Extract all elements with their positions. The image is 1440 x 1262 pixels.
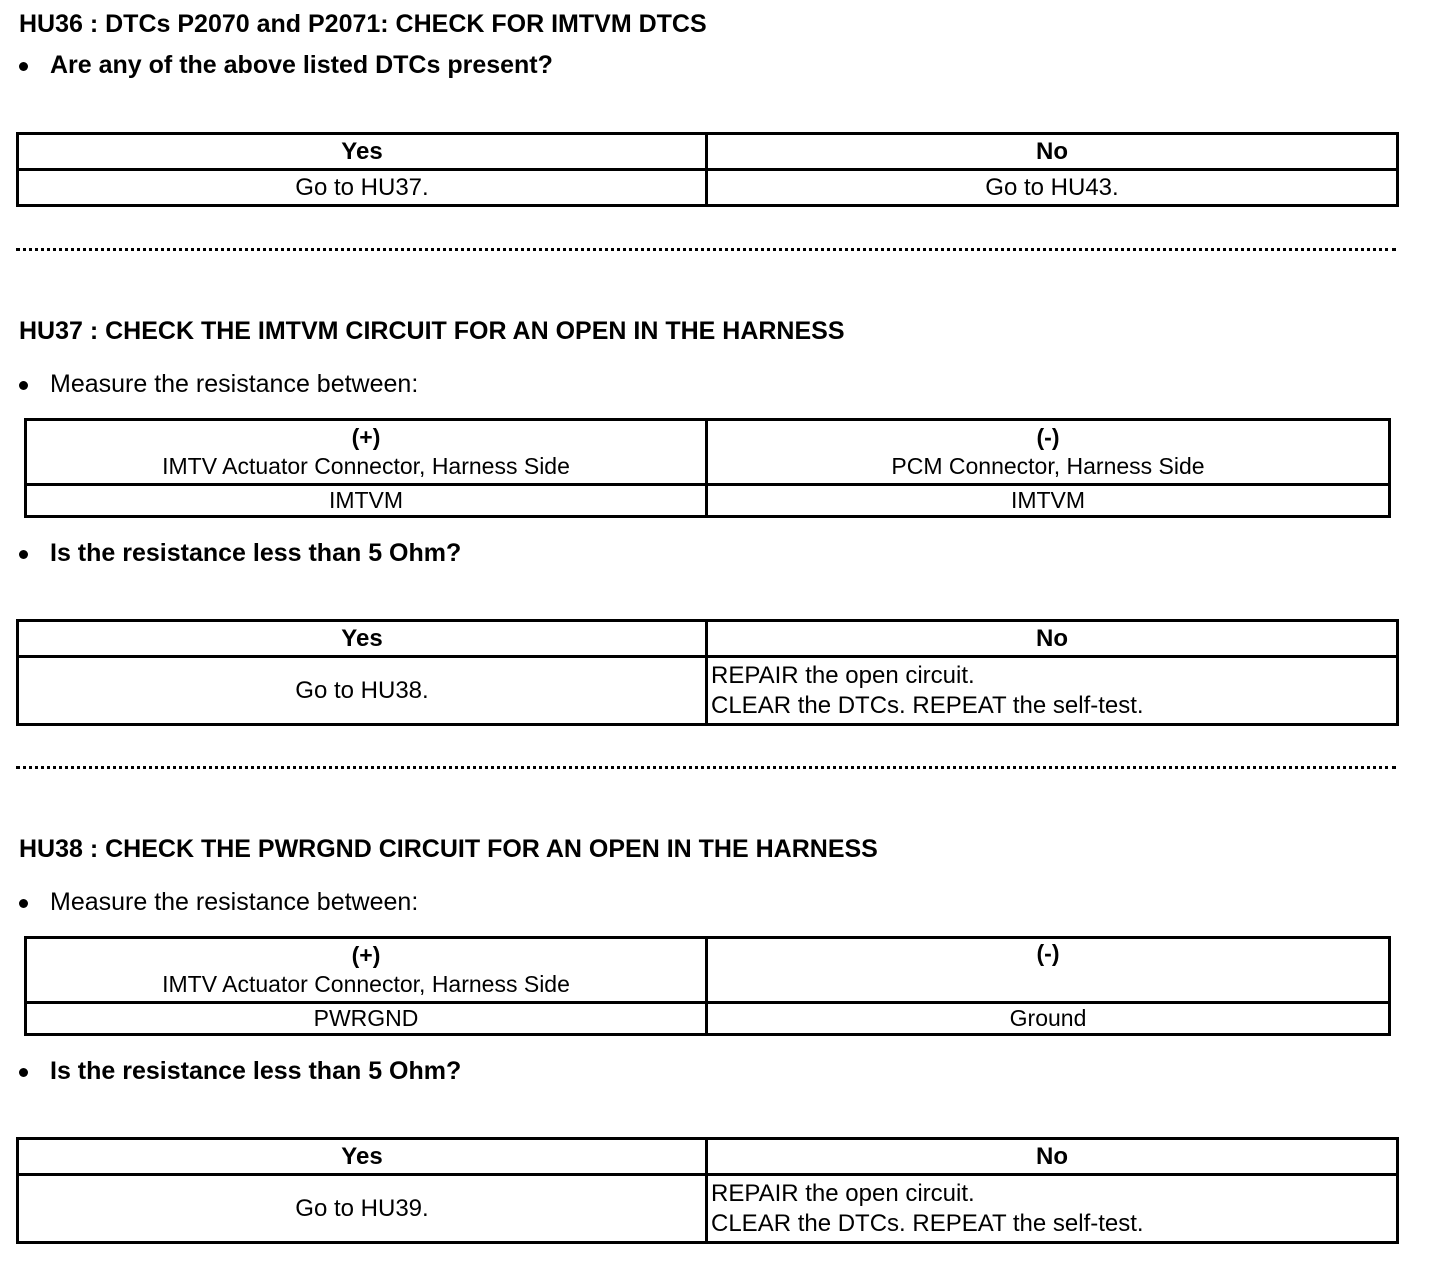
yes-header: Yes (18, 621, 707, 657)
question-hu38: Is the resistance less than 5 Ohm? (50, 1057, 462, 1085)
yes-action: Go to HU38. (18, 657, 707, 725)
measure-table-hu37 (24, 418, 1391, 518)
bullet-icon (19, 899, 28, 908)
yes-action: Go to HU39. (18, 1175, 707, 1243)
bullet-icon (19, 550, 28, 559)
plus-location: IMTV Actuator Connector, Harness Side (162, 453, 570, 479)
yes-action: Go to HU37. (18, 170, 707, 206)
instruction-hu38: Measure the resistance between: (50, 888, 419, 916)
bullet-icon (19, 1068, 28, 1077)
no-action-line-1: REPAIR the open circuit. (711, 661, 975, 689)
no-header: No (707, 1139, 1398, 1175)
minus-label: (-) (1036, 424, 1060, 450)
plus-label: (+) (351, 942, 381, 968)
step-heading-hu37: HU37 : CHECK THE IMTVM CIRCUIT FOR AN OPEN IN THE HARNESS (19, 317, 845, 345)
yes-header: Yes (18, 134, 707, 170)
decision-table-hu36 (16, 132, 1399, 207)
question-hu37: Is the resistance less than 5 Ohm? (50, 539, 462, 567)
no-action-line-2: CLEAR the DTCs. REPEAT the self-test. (711, 1209, 1144, 1237)
question-hu36: Are any of the above listed DTCs present? (50, 51, 553, 79)
section-divider (16, 766, 1396, 769)
minus-terminal-cell (707, 938, 1390, 1003)
minus-location: PCM Connector, Harness Side (891, 453, 1205, 479)
bullet-icon (19, 62, 28, 71)
decision-table-hu37 (16, 619, 1399, 726)
decision-table-hu38 (16, 1137, 1399, 1244)
no-action (707, 657, 1398, 725)
minus-pin: IMTVM (707, 485, 1390, 517)
plus-terminal-cell (26, 938, 707, 1003)
no-action (707, 1175, 1398, 1243)
measure-table-hu38 (24, 936, 1391, 1036)
no-header: No (707, 621, 1398, 657)
bullet-icon (19, 381, 28, 390)
step-heading-hu38: HU38 : CHECK THE PWRGND CIRCUIT FOR AN OPEN IN THE HARNESS (19, 835, 878, 863)
plus-pin: PWRGND (26, 1003, 707, 1035)
no-action-line-2: CLEAR the DTCs. REPEAT the self-test. (711, 691, 1144, 719)
minus-pin: Ground (707, 1003, 1390, 1035)
no-action: Go to HU43. (707, 170, 1398, 206)
no-action-line-1: REPAIR the open circuit. (711, 1179, 975, 1207)
yes-header: Yes (18, 1139, 707, 1175)
minus-label: (-) (1036, 940, 1060, 966)
instruction-hu37: Measure the resistance between: (50, 370, 419, 398)
section-divider (16, 248, 1396, 251)
step-heading-hu36: HU36 : DTCs P2070 and P2071: CHECK FOR IMTVM DTCS (19, 10, 707, 38)
plus-location: IMTV Actuator Connector, Harness Side (162, 971, 570, 997)
no-header: No (707, 134, 1398, 170)
plus-pin: IMTVM (26, 485, 707, 517)
minus-terminal-cell (707, 420, 1390, 485)
plus-label: (+) (351, 424, 381, 450)
plus-terminal-cell (26, 420, 707, 485)
